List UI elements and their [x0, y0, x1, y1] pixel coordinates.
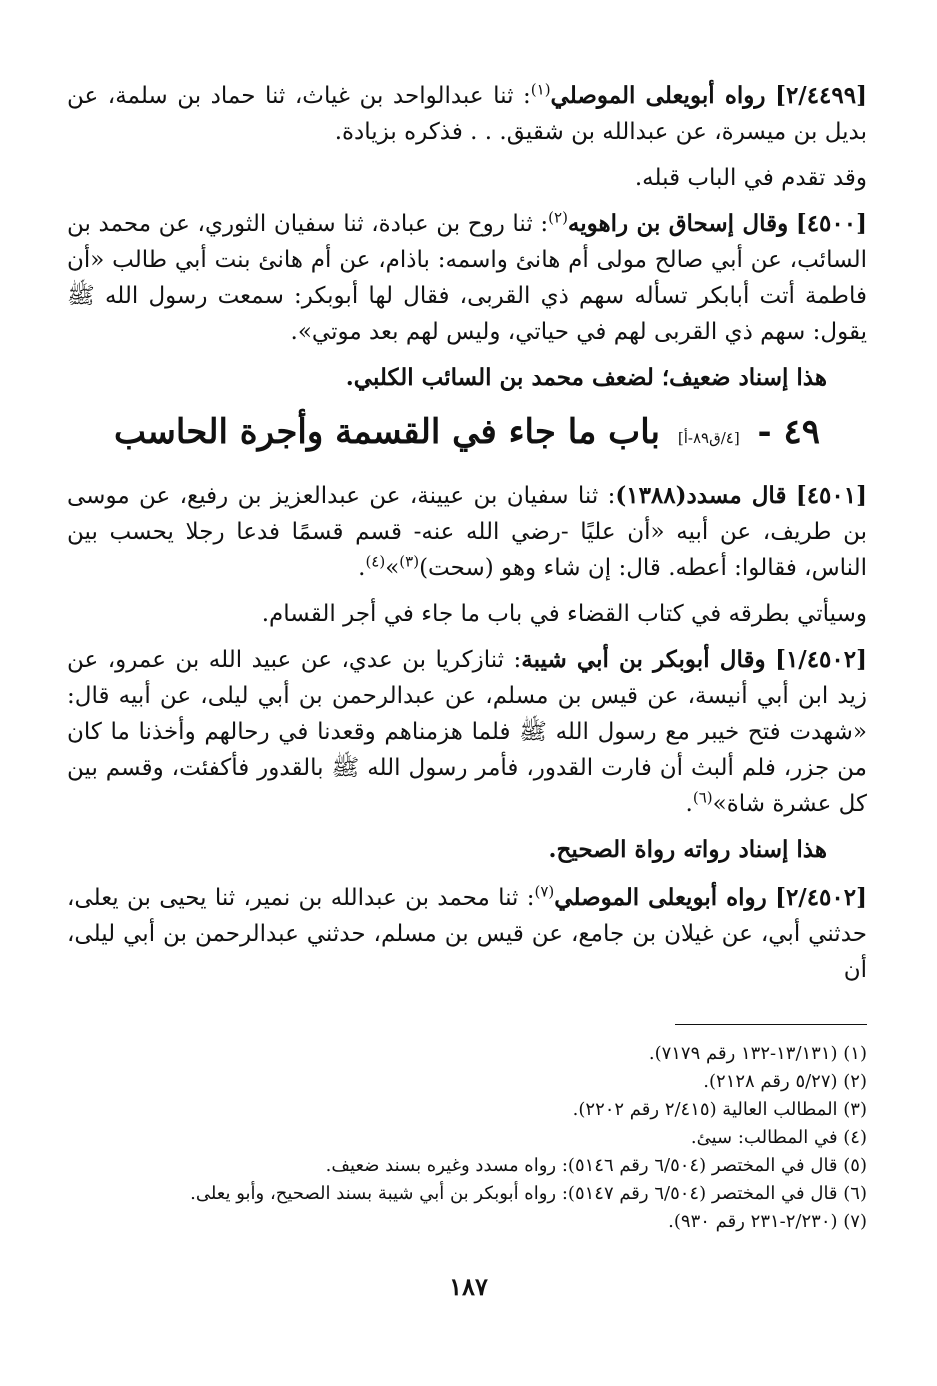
hadith-4502-1: [67, 642, 867, 822]
footnote-marker[interactable]: (٦): [692, 788, 713, 807]
cross-reference-text: وقد تقدم في الباب قبله.: [634, 165, 867, 191]
hadith-text: : ثنا روح بن عبادة، ثنا سفيان الثوري، عن محمد بن السائب، عن أبي صالح مولى أم هانئ واسمه: باذام، عن أم هانئ بنت أبي طالب «أن فاطمة أتت أبابكر تسأله سهم ذي القربى، فقال لها أبوبكر: سمعت رسول الله ﷺ يقول: سهم ذي القربى لهم في حياتي، وليس لهم بعد موتي».: [67, 211, 867, 345]
footnote-marker[interactable]: (٤): [365, 552, 386, 571]
narrator: وقال أبوبكر بن أبي شيبة: [521, 646, 766, 673]
period: .: [358, 555, 366, 581]
footnote-divider: [675, 1024, 867, 1025]
hadith-text: : ثنا عبدالواحد بن غياث، ثنا حماد بن سلمة، عن بديل بن ميسرة، عن عبدالله بن شقيق. . . فذكره بزيادة.: [67, 83, 867, 145]
hadith-ref: [٢/٤٥٠٢]: [775, 884, 868, 911]
footnotes-list: [67, 1040, 867, 1236]
footnote: (٦) قال في المختصر (٦/٥٠٤ رقم ٥١٤٧): رواه أبوبكر بن أبي شيبة بسند الصحيح، وأبو يعلى.: [190, 1183, 867, 1204]
hadith-ref: [٤٥٠٠]: [795, 210, 868, 237]
chapter-title: باب ما جاء في القسمة وأجرة الحاسب: [113, 412, 661, 452]
chapter-number: ٤٩ -: [757, 412, 821, 452]
hadith-ref: [٢/٤٤٩٩]: [775, 82, 868, 109]
footnote-marker[interactable]: (١): [530, 80, 551, 99]
hadith-ref: [١/٤٥٠٢]: [775, 646, 868, 673]
narrator: قال مسدد(١٣٨٨): [615, 482, 787, 509]
narrator: رواه أبويعلى الموصلي: [550, 82, 766, 109]
footnote: (١) (١٣/١٣١-١٣٢ رقم ٧١٧٩).: [648, 1043, 867, 1064]
footnote: (٢) (٥/٢٧ رقم ٢١٢٨).: [703, 1071, 867, 1092]
hadith-4502-2: [67, 880, 867, 988]
period: .: [685, 791, 693, 817]
hadith-ref: [٤٥٠١]: [795, 482, 868, 509]
hadith-text: : ثنا محمد بن عبدالله بن نمير، ثنا يحيى بن يعلى، حدثني أبي، عن غيلان بن جامع، عن قيس بن مسلم، حدثني عبدالرحمن بن أبي ليلى، أن: [67, 885, 867, 983]
hadith-text: : ثنازكريا بن عدي، عن عبيد الله بن عمرو، عن زيد ابن أبي أنيسة، عن قيس بن مسلم، عن عبدالرحمن بن أبي ليلى، عن أبيه قال: «شهدت فتح خيبر مع رسول الله ﷺ فلما هزمناهم وقعدنا في رحالهم وأخذنا ما كان من جزر، فلم ألبث أن فارت القدور، فأمر رسول الله ﷺ بالقدور فأكفئت، وقسم بين كل عشرة شاة»: [67, 647, 867, 817]
footnote-marker[interactable]: (٢): [548, 208, 568, 227]
hadith-4499-2: [67, 78, 867, 150]
isnad-grade: هذا إسناد رواته رواة الصحيح.: [548, 836, 827, 863]
cross-reference: [67, 596, 867, 632]
footnote: (٣) المطالب العالية (٢/٤١٥ رقم ٢٢٠٢).: [572, 1099, 867, 1120]
hadith-4501: [67, 478, 867, 586]
isnad-grade: هذا إسناد ضعيف؛ لضعف محمد بن السائب الكلبي.: [345, 364, 827, 391]
main-text: [67, 78, 867, 998]
narrator: رواه أبويعلى الموصلي: [554, 884, 767, 911]
cross-reference-text: وسيأتي بطرقه في كتاب القضاء في باب ما جاء في أجر القسام.: [261, 601, 867, 627]
manuscript-location: [٤/ق٨٩-أ]: [677, 429, 740, 447]
chapter-heading: [67, 410, 867, 460]
quote-close: »: [385, 555, 400, 581]
footnote-marker[interactable]: (٧): [534, 882, 555, 901]
footnote: (٤) في المطالب: سيئ.: [690, 1127, 867, 1148]
hadith-text: : ثنا سفيان بن عيينة، عن عبدالعزيز بن رفيع، عن موسى بن طريف، عن أبيه «أن عليًا -رضي الله عنه- قسم قسمًا فدعا رجلا يحسب بين الناس، فقالوا: أعطه. قال: إن شاء وهو (سحت): [67, 483, 867, 581]
hadith-4500: [67, 206, 867, 350]
page-number: ١٨٧: [449, 1272, 488, 1301]
footnote-marker[interactable]: (٣): [399, 552, 420, 571]
cross-reference: [67, 160, 867, 196]
footnote: (٥) قال في المختصر (٦/٥٠٤ رقم ٥١٤٦): رواه مسدد وغيره بسند ضعيف.: [325, 1155, 867, 1176]
narrator: وقال إسحاق بن راهويه: [567, 210, 789, 237]
footnote: (٧) (٢/٢٣٠-٢٣١ رقم ٩٣٠).: [668, 1211, 867, 1232]
